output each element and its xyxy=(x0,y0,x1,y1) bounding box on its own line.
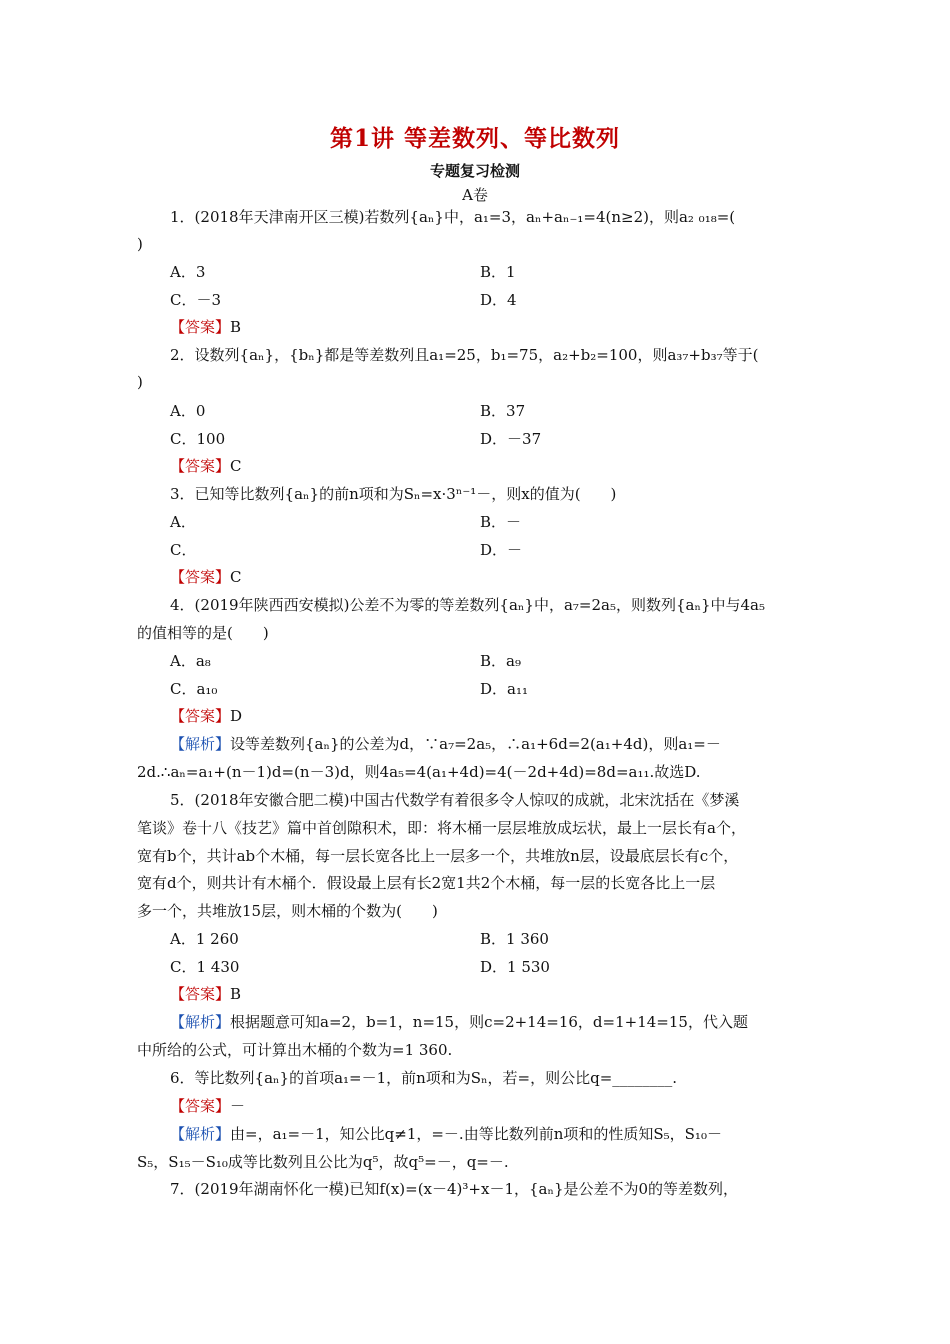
q5-stem-line1: 5．(2018年安徽合肥二模)中国古代数学有着很多令人惊叹的成就，北宋沈括在《梦溪 xyxy=(170,791,740,809)
q5-stem-line3: 宽有b个，共计ab个木桶，每一层长宽各比上一层多一个，共堆放n层，设最底层长有c个， xyxy=(137,847,739,865)
q5-stem-line4: 宽有d个，则共计有木桶个．假设最上层有长2宽1共2个木桶，每一层的长宽各比上一层 xyxy=(137,874,716,892)
analysis-tag: 【解析】 xyxy=(170,1125,231,1143)
q2-option-a: A．0 xyxy=(170,402,206,420)
q5-option-b: B．1 360 xyxy=(480,930,549,948)
q1-option-b: B．1 xyxy=(480,263,516,281)
doc-title: 第1讲 等差数列、等比数列 xyxy=(329,125,620,152)
analysis-tag: 【解析】 xyxy=(170,1013,231,1031)
q5-answer-value: B xyxy=(230,985,242,1003)
q1-answer xyxy=(170,316,850,338)
q4-analysis-line1 xyxy=(170,733,850,755)
q1-option-a: A．3 xyxy=(170,263,206,281)
q3-answer xyxy=(170,566,850,588)
q7-stem-line1: 7．(2019年湖南怀化一模)已知f(x)=(x－4)³+x－1，{aₙ}是公差不为0的等差数列， xyxy=(170,1180,739,1198)
q3-answer-value: C xyxy=(230,568,242,586)
q4-analysis-text1: 设等差数列{aₙ}的公差为d，∵a₇=2a₅，∴a₁+6d=2(a₁+4d)，则a₁=－ xyxy=(230,735,721,753)
q4-option-c: C．a₁₀ xyxy=(170,680,218,698)
q3-stem-line1: 3．已知等比数列{aₙ}的前n项和为Sₙ=x·3ⁿ⁻¹－，则x的值为( ) xyxy=(170,485,617,503)
answer-tag: 【答案】 xyxy=(170,318,231,336)
q6-analysis-line2: S₅，S₁₅－S₁₀成等比数列且公比为q⁵，故q⁵=－，q=－. xyxy=(137,1153,509,1171)
q4-stem-line2: 的值相等的是( ) xyxy=(137,624,269,642)
q5-option-c: C．1 430 xyxy=(170,958,240,976)
q1-answer-value: B xyxy=(230,318,242,336)
q5-analysis-line2: 中所给的公式，可计算出木桶的个数为=1 360. xyxy=(137,1041,453,1059)
answer-tag: 【答案】 xyxy=(170,568,231,586)
answer-tag: 【答案】 xyxy=(170,707,231,725)
q4-answer-value: D xyxy=(230,707,243,725)
q5-option-d: D．1 530 xyxy=(480,958,550,976)
q2-option-b: B．37 xyxy=(480,402,526,420)
q5-option-a: A．1 260 xyxy=(170,930,239,948)
q3-option-d: D．－ xyxy=(480,541,523,559)
answer-tag: 【答案】 xyxy=(170,985,231,1003)
q4-analysis-line2: 2d.∴aₙ=a₁+(n－1)d=(n－3)d，则4a₅=4(a₁+4d)=4(－2d+4d)=8d=a₁₁.故选D. xyxy=(137,763,701,781)
q1-option-c: C．－3 xyxy=(170,291,222,309)
q4-option-b: B．a₉ xyxy=(480,652,521,670)
q6-analysis-line1 xyxy=(170,1123,850,1145)
q4-answer xyxy=(170,705,850,727)
q6-answer-value: － xyxy=(230,1097,246,1115)
q3-option-c: C． xyxy=(170,541,197,559)
q4-option-d: D．a₁₁ xyxy=(480,680,528,698)
q5-stem-line5: 多一个，共堆放15层，则木桶的个数为( ) xyxy=(137,902,438,920)
doc-subtitle: 专题复习检测 xyxy=(429,162,520,180)
q6-stem-line1: 6．等比数列{aₙ}的首项a₁=－1，前n项和为Sₙ，若=，则公比q=________. xyxy=(170,1069,678,1087)
q2-option-d: D．－37 xyxy=(480,430,542,448)
analysis-tag: 【解析】 xyxy=(170,735,231,753)
q6-answer xyxy=(170,1095,850,1117)
answer-tag: 【答案】 xyxy=(170,457,231,475)
q5-answer xyxy=(170,983,850,1005)
q3-option-a: A． xyxy=(170,513,196,531)
q6-analysis-text1: 由=，a₁=－1，知公比q≠1，=－.由等比数列前n项和的性质知S₅，S₁₀－ xyxy=(230,1125,722,1143)
q1-stem-line1: 1．(2018年天津南开区三模)若数列{aₙ}中，a₁=3，aₙ+aₙ₋₁=4(n≥2)，则a₂ ₀₁₈=( xyxy=(170,208,736,226)
q1-option-d: D．4 xyxy=(480,291,517,309)
q4-stem-line1: 4．(2019年陕西西安模拟)公差不为零的等差数列{aₙ}中，a₇=2a₅，则数列{aₙ}中与4a₅ xyxy=(170,596,765,614)
q3-option-b: B．－ xyxy=(480,513,522,531)
q2-answer-value: C xyxy=(230,457,242,475)
answer-tag: 【答案】 xyxy=(170,1097,231,1115)
q5-analysis-line1 xyxy=(170,1011,850,1033)
q2-stem-line1: 2．设数列{aₙ}，{bₙ}都是等差数列且a₁=25，b₁=75，a₂+b₂=100，则a₃₇+b₃₇等于( xyxy=(170,346,759,364)
q2-option-c: C．100 xyxy=(170,430,226,448)
q1-stem-line2: ) xyxy=(137,235,143,253)
q2-stem-line2: ) xyxy=(137,373,143,391)
q2-answer xyxy=(170,455,850,477)
q5-stem-line2: 笔谈》卷十八《技艺》篇中首创隙积术，即：将木桶一层层堆放成坛状，最上一层长有a个， xyxy=(137,819,746,837)
volume-label: A卷 xyxy=(462,186,488,204)
q4-option-a: A．a₈ xyxy=(170,652,211,670)
q5-analysis-text1: 根据题意可知a=2，b=1，n=15，则c=2+14=16，d=1+14=15，代入题 xyxy=(230,1013,748,1031)
